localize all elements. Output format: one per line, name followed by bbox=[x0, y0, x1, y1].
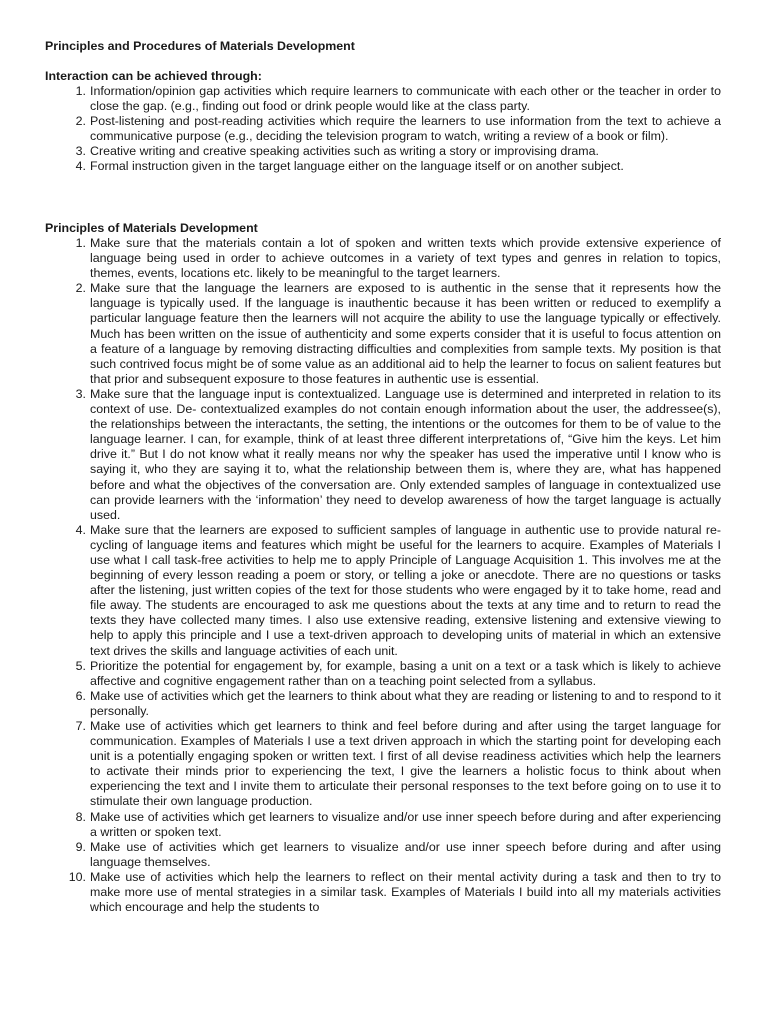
list-item-number: 10. bbox=[68, 869, 86, 884]
document-title: Principles and Procedures of Materials Development bbox=[45, 39, 355, 53]
list-item bbox=[45, 236, 721, 281]
list-item bbox=[45, 159, 721, 174]
list-item-text: Make use of activities which get the learners to think about what they are reading or listening to and to respond to it personally. bbox=[90, 688, 721, 718]
list-item-number: 2. bbox=[75, 114, 86, 129]
list-item bbox=[45, 114, 721, 144]
list-item bbox=[45, 387, 721, 523]
list-item bbox=[45, 84, 721, 114]
list-item bbox=[45, 659, 721, 689]
list-item bbox=[45, 523, 721, 659]
list-item-text: Make sure that the language the learners are exposed to is authentic in the sense that it represents how the language is typically used. If the language is inauthentic because it has been written or reduced to exemplify a particular language feature then the learners will not acquire the ability to use the language typically or effectively. Much has been written on the issue of authenticity and some experts consider that it is useful to focus attention on a feature of a language by removing distracting difficulties and complexities from sample texts. My position is that such contrived focus might be of some value as an additional aid to help the learner to focus on salient features but that prior and subsequent exposure to those features in authentic use is essential. bbox=[90, 281, 721, 386]
list-item-number: 8. bbox=[75, 809, 86, 824]
list-item-number: 1. bbox=[75, 236, 86, 250]
list-item bbox=[45, 719, 721, 810]
list-item bbox=[45, 870, 721, 915]
list-item-number: 4. bbox=[75, 159, 86, 174]
principles-list bbox=[45, 236, 721, 915]
list-item-text: Prioritize the potential for engagement by, for example, basing a unit on a text or a task which is likely to achieve affective and cognitive engagement rather than on a teaching point selected from a syllabus. bbox=[90, 658, 721, 688]
list-item-number: 2. bbox=[75, 281, 86, 296]
interaction-list bbox=[45, 84, 721, 175]
list-item-text: Information/opinion gap activities which require learners to communicate with each other or the teacher in order to close the gap. (e.g., finding out food or drink people would like at the class party. bbox=[90, 84, 721, 114]
list-item-number: 6. bbox=[75, 688, 86, 703]
list-item-number: 5. bbox=[75, 658, 86, 673]
list-item bbox=[45, 840, 721, 870]
section-heading-principles: Principles of Materials Development bbox=[45, 221, 258, 235]
list-item-text: Make use of activities which get learners to visualize and/or use inner speech before during and after experiencing a written or spoken text. bbox=[90, 809, 721, 839]
list-item-number: 3. bbox=[75, 386, 86, 401]
list-item bbox=[45, 144, 721, 159]
list-item-number: 1. bbox=[75, 84, 86, 98]
list-item-text: Make sure that the materials contain a lot of spoken and written texts which provide extensive experience of language being used in order to achieve outcomes in a variety of text types and genres in relation to topics, themes, events, locations etc. likely to be meaningful to the target learners. bbox=[90, 236, 721, 281]
list-item-text: Creative writing and creative speaking activities such as writing a story or improvising drama. bbox=[90, 144, 599, 159]
list-item-text: Make use of activities which get learners to visualize and/or use inner speech before during and after using language themselves. bbox=[90, 839, 721, 869]
list-item-text: Make use of activities which get learners to think and feel before during and after using the target language for communication. Examples of Materials I use a text driven approach in which the starting point for developing each unit is a potentially engaging spoken or written text. I first of all devise readiness activities which help the learners to activate their minds prior to experiencing the text, I give the learners a holistic focus to think about when experiencing the text and I invite them to articulate their personal responses to the text before going on to use it to stimulate their own language production. bbox=[90, 719, 721, 809]
list-item-text: Post-listening and post-reading activities which require the learners to use information from the text to achieve a communicative purpose (e.g., deciding the television program to watch, writing a review of a book or film). bbox=[90, 114, 721, 144]
section-heading-interaction: Interaction can be achieved through: bbox=[45, 69, 262, 83]
list-item-text: Make use of activities which help the learners to reflect on their mental activity during a task and then to try to make more use of mental strategies in a similar task. Examples of Materials I build into all my materials activities which encourage and help the students to bbox=[90, 869, 721, 915]
list-item-number: 4. bbox=[75, 522, 86, 537]
list-item-number: 3. bbox=[75, 144, 86, 159]
list-item bbox=[45, 810, 721, 840]
list-item-number: 7. bbox=[75, 719, 86, 733]
list-item-text: Make sure that the language input is contextualized. Language use is determined and interpreted in relation to its context of use. De- contextualized examples do not contain enough information about the user, the addressee(s), the relationships between the interactants, the setting, the intentions or the outcomes for them to be of value to the language learner. I can, for example, think of at least three different interpretations of, “Give him the keys. Let him drive it.” But I do not know what it really means nor why the speaker has used the imperative until I know who is saying it, who they are saying it to, what the relationship between them is, where they are, what has happened before and what the objectives of the conversation are. Only extended samples of language in contextualized use can provide learners with the ‘information’ they need to develop awareness of how the target language is actually used. bbox=[90, 386, 721, 522]
list-item bbox=[45, 281, 721, 387]
list-item-text: Make sure that the learners are exposed to sufficient samples of language in authentic use to provide natural re-cycling of language items and features which might be useful for the learners to acquire. Examples of Materials I use what I call task-free activities to help me to apply Principle of Language Acquisition 1. This involves me at the beginning of every lesson reading a poem or story, or telling a joke or anecdote. There are no questions or tasks after the listening, just written copies of the text for those students who were engaged by it to take home, read and file away. The students are encouraged to ask me questions about the texts at any time and to return to read the texts they have collected many times. I also use extensive reading, extensive listening and extensive viewing to help to apply this principle and I use a text-driven approach to developing units of material in which an extensive text drives the skills and language activities of each unit. bbox=[90, 522, 721, 658]
list-item-text: Formal instruction given in the target language either on the language itself or on another subject. bbox=[90, 159, 624, 174]
list-item bbox=[45, 689, 721, 719]
list-item-number: 9. bbox=[75, 839, 86, 854]
